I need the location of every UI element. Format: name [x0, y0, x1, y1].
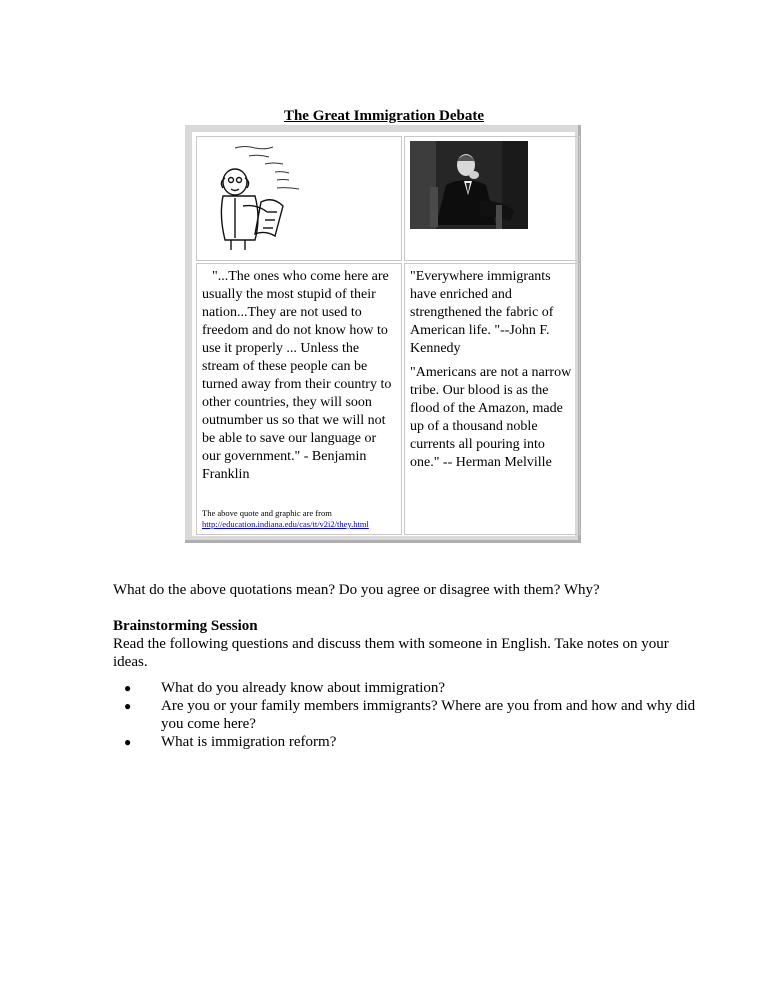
brainstorm-list — [113, 679, 701, 751]
kennedy-quote: "Everywhere immigrants have enriched and strengthened the fabric of American life. "--John F. Kennedy — [410, 269, 554, 356]
melville-quote: "Americans are not a narrow tribe. Our blood is as the flood of the Amazon, made up of a thousand noble currents all pouring into one." -- Herman Melville — [410, 365, 572, 470]
bullet-icon: ● — [124, 681, 132, 695]
brainstorm-heading: Brainstorming Session — [113, 618, 258, 634]
quotes-table-frame — [185, 125, 581, 543]
kennedy-photo — [410, 141, 528, 229]
brainstorm-intro: Read the following questions and discuss them with someone in English. Take notes on your ideas. — [113, 636, 669, 670]
list-item: ● What is immigration reform? — [124, 734, 337, 750]
franklin-cartoon-image — [213, 142, 323, 254]
page-title: The Great Immigration Debate — [283, 108, 485, 124]
bullet-icon: ● — [124, 699, 132, 713]
franklin-quote-cell — [196, 263, 402, 535]
credit-text: The above quote and graphic are from — [202, 508, 332, 518]
cartoon-cell — [196, 136, 402, 261]
quotes-table — [192, 132, 575, 536]
list-item: ● What do you already know about immigration? — [124, 680, 446, 696]
discussion-question: What do the above quotations mean? Do you agree or disagree with them? Why? — [113, 582, 600, 598]
franklin-quote: "...The ones who come here are usually the most stupid of their nation...They are not used to freedom and do not know how to use it properly ... Unless the stream of these people can be turned away from their country to other countries, they will soon outnumber us so that we will not be able to save our language or our government." - Benjamin Franklin — [202, 269, 392, 482]
credit-link[interactable]: http://education.indiana.edu/cas/tt/v2i2/they.html — [202, 519, 369, 529]
source-credit — [202, 508, 398, 530]
bullet-icon: ● — [124, 735, 132, 749]
kennedy-melville-quote-cell — [404, 263, 580, 535]
list-item: ● Are you or your family members immigrants? Where are you from and how and why did you come here? — [124, 698, 696, 732]
kennedy-photo-cell — [404, 136, 580, 261]
